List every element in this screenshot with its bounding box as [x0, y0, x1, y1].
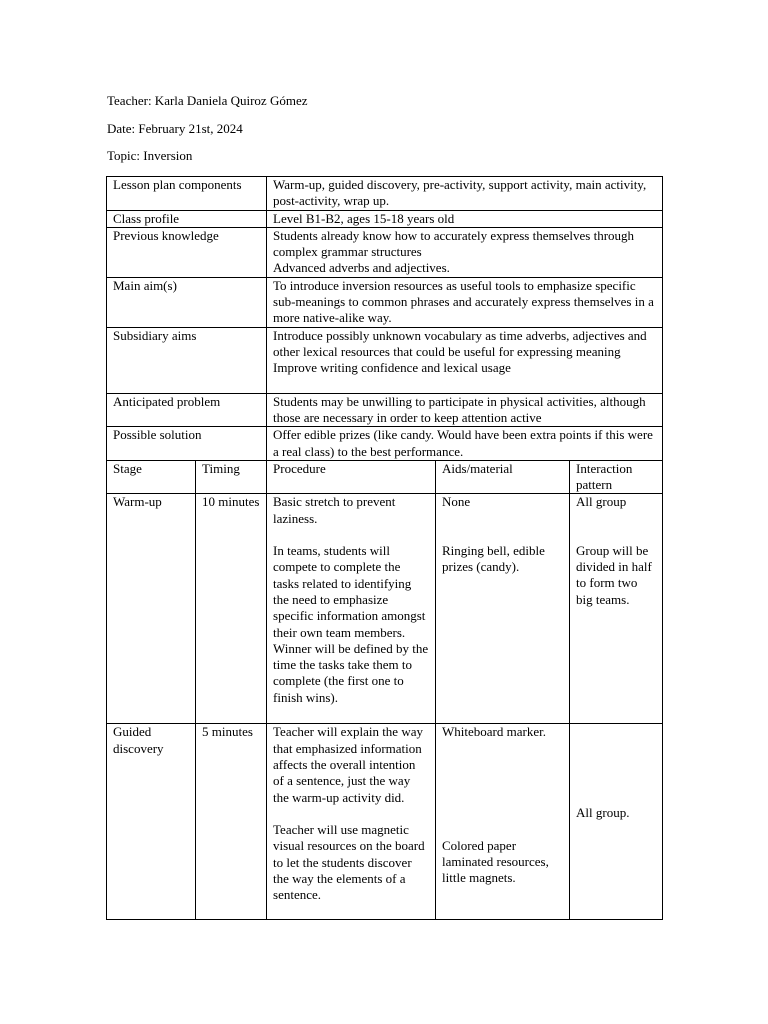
- row-value-line: Students already know how to accurately express themselves through complex grammar structures: [273, 227, 635, 260]
- row-label: Class profile: [107, 210, 267, 227]
- topic-line: Topic: Inversion: [107, 148, 193, 163]
- stage-cell: Warm-up: [107, 494, 196, 724]
- row-value: To introduce inversion resources as useful tools to emphasize specific sub-meanings to common phrases and accurately express themselves in a more native-alike way.: [267, 277, 663, 327]
- procedure-step: Teacher will explain the way that emphasized information affects the overall intention of a sentence, just the way the warm-up activity did.: [273, 724, 423, 805]
- row-value: [267, 327, 663, 393]
- column-header: Stage: [107, 460, 196, 494]
- stage-cell: Guided discovery: [107, 724, 196, 920]
- column-header: Aids/material: [436, 460, 570, 494]
- row-label: Lesson plan components: [107, 177, 267, 211]
- row-value: [267, 227, 663, 277]
- procedure-cell: [267, 724, 436, 920]
- interaction-cell: [570, 724, 663, 920]
- interaction-cell: [570, 494, 663, 724]
- procedure-step: In teams, students will compete to complete the tasks related to identifying the need to emphasize specific information amongst their own team members. Winner will be defined by the time the tasks take them to complete (the first one to finish wins).: [273, 543, 429, 705]
- aids-cell: [436, 724, 570, 920]
- timing-cell: 5 minutes: [196, 724, 267, 920]
- table-row: [107, 227, 663, 277]
- column-header: Procedure: [267, 460, 436, 494]
- row-label: Subsidiary aims: [107, 327, 267, 393]
- row-value: Students may be unwilling to participate in physical activities, although those are necessary in order to keep attention active: [267, 393, 663, 427]
- row-label: Previous knowledge: [107, 227, 267, 277]
- interaction-item: Group will be divided in half to form two big teams.: [576, 542, 652, 607]
- table-row: [107, 210, 663, 227]
- column-header: Interaction pattern: [570, 460, 663, 494]
- aids-cell: [436, 494, 570, 724]
- teacher-line: Teacher: Karla Daniela Quiroz Gómez: [107, 93, 308, 108]
- aids-item: None: [442, 494, 471, 510]
- aids-item: Colored paper laminated resources, little magnets.: [442, 837, 549, 886]
- interaction-item: All group.: [576, 805, 630, 821]
- interaction-item: All group: [576, 494, 627, 510]
- aids-item: Ringing bell, edible prizes (candy).: [442, 542, 545, 575]
- row-label: Anticipated problem: [107, 393, 267, 427]
- procedure-step: Teacher will use magnetic visual resources on the board to let the students discover the way the elements of a sentence.: [273, 821, 425, 903]
- row-value: Level B1-B2, ages 15-18 years old: [267, 210, 663, 227]
- row-value: Warm-up, guided discovery, pre-activity, support activity, main activity, post-activity, wrap up.: [267, 177, 663, 211]
- aids-item: Whiteboard marker.: [442, 724, 546, 740]
- lesson-plan-table: [106, 176, 663, 920]
- procedure-step: Basic stretch to prevent laziness.: [273, 494, 396, 526]
- procedure-cell: [267, 494, 436, 724]
- stage-header-row: [107, 460, 663, 494]
- row-value: Offer edible prizes (like candy. Would have been extra points if this were a real class) to the best performance.: [267, 427, 663, 461]
- column-header: Timing: [196, 460, 267, 494]
- row-label: Main aim(s): [107, 277, 267, 327]
- table-row: [107, 427, 663, 461]
- table-row: [107, 177, 663, 211]
- row-value-line: Advanced adverbs and adjectives.: [273, 260, 450, 276]
- row-value-line: Introduce possibly unknown vocabulary as time adverbs, adjectives and other lexical resources that could be useful for expressing meaning: [273, 327, 647, 359]
- table-row: [107, 393, 663, 427]
- stage-row: [107, 724, 663, 920]
- row-label: Possible solution: [107, 427, 267, 461]
- timing-cell: 10 minutes: [196, 494, 267, 724]
- row-value-line: Improve writing confidence and lexical usage: [273, 360, 511, 376]
- table-row: [107, 277, 663, 327]
- stage-row: [107, 494, 663, 724]
- date-line: Date: February 21st, 2024: [107, 121, 243, 136]
- table-row: [107, 327, 663, 393]
